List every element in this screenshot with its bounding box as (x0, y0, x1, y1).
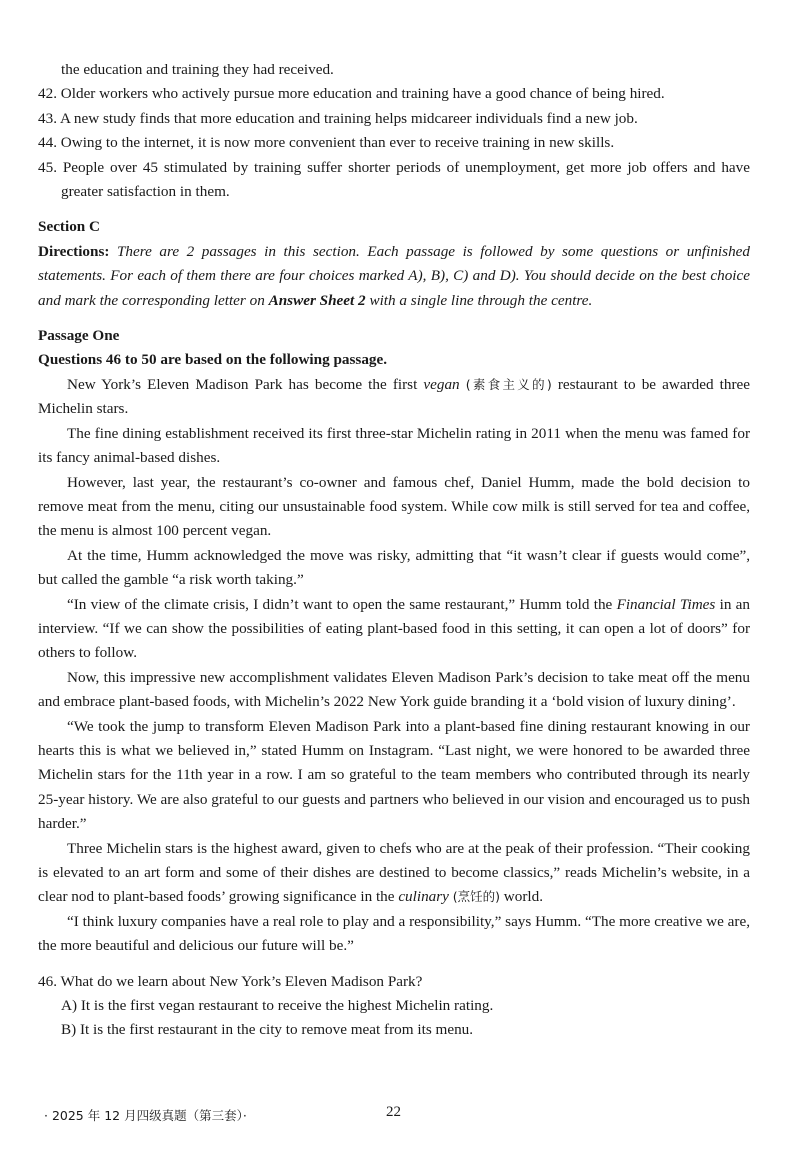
page-body (38, 58, 750, 1043)
term-vegan: vegan (423, 375, 460, 393)
answer-sheet-reference: Answer Sheet 2 (268, 291, 366, 309)
passage-paragraph-8: Three Michelin stars is the highest award, given to chefs who are at the peak of their profession. “Their cooking is elevated to an art form and some of their dishes are destined to become classics,” reads Michelin’s website, in a clear nod to plant-based foods’ growing significance in the culinary (烹饪的) world. (38, 839, 750, 906)
footer-label: · 2025 年 12 月四级真题（第三套）· (44, 1108, 247, 1123)
statement-45: 45. People over 45 stimulated by training suffer shorter periods of unemployment, get more job offers and have greater satisfaction in them. (38, 158, 750, 201)
publication-name: Financial Times (616, 595, 716, 613)
passage-paragraph-7: “We took the jump to transform Eleven Madison Park into a plant-based fine dining restaurant knowing in our hearts this is what we believed in,” stated Humm on Instagram. “Last night, we were honored to be awarded three Michelin stars for the 11th year in a row. I am so grateful to the team members who contributed through its nearly 25-year history. We are also grateful to our guests and partners who believed in our vision and encouraged us to push harder.” (38, 717, 750, 833)
page-number: 22 (386, 1104, 401, 1120)
directions-label: Directions: (38, 242, 110, 260)
passage-paragraph-2: The fine dining establishment received its first three-star Michelin rating in 2011 when the menu was famed for its fancy animal-based dishes. (38, 424, 750, 467)
passage-paragraph-9: “I think luxury companies have a real role to play and a responsibility,” says Humm. “The more creative we are, the more beautiful and delicious our future will be.” (38, 912, 750, 955)
section-directions: Directions: There are 2 passages in this section. Each passage is followed by some questions or unfinished statements. For each of them there are four choices marked A), B), C) and D). You should decide on the best choice and mark the corresponding letter on Answer Sheet 2 with a single line through the centre. (38, 242, 750, 309)
passage-paragraph-6: Now, this impressive new accomplishment validates Eleven Madison Park’s decision to take meat off the menu and embrace plant-based foods, with Michelin’s 2022 New York guide branding it a ‘bold vision of luxury dining’. (38, 668, 750, 711)
statement-44: 44. Owing to the internet, it is now more convenient than ever to receive training in new skills. (38, 134, 615, 152)
passage-title: Passage One (38, 327, 120, 345)
question-46-stem: 46. What do we learn about New York’s Eleven Madison Park? (38, 972, 423, 990)
statement-43: 43. A new study finds that more education and training helps midcareer individuals find a new job. (38, 109, 638, 127)
gloss-vegan: (素食主义的) (465, 376, 552, 392)
passage-subtitle: Questions 46 to 50 are based on the following passage. (38, 351, 388, 369)
question-46-option-b[interactable]: B) It is the first restaurant in the city to remove meat from its menu. (61, 1021, 474, 1039)
statement-42: 42. Older workers who actively pursue more education and training have a good chance of being hired. (38, 85, 665, 103)
gloss-culinary: (烹饪的) (452, 889, 500, 905)
term-culinary: culinary (398, 888, 449, 906)
section-title: Section C (38, 218, 101, 236)
previous-item-continuation: the education and training they had received. (61, 61, 334, 78)
question-46-option-a[interactable]: A) It is the first vegan restaurant to receive the highest Michelin rating. (61, 997, 494, 1015)
passage-paragraph-5: “In view of the climate crisis, I didn’t want to open the same restaurant,” Humm told the Financial Times in an interview. “If we can show the possibilities of eating plant-based food in this setting, it can open a lot of doors” for others to follow. (38, 595, 751, 662)
passage-paragraph-1: New York’s Eleven Madison Park has become the first vegan (素食主义的) restaurant to be awarded three Michelin stars. (38, 375, 751, 418)
passage-paragraph-3: However, last year, the restaurant’s co-owner and famous chef, Daniel Humm, made the bold decision to remove meat from the menu, citing our unsustainable food system. While cow milk is still served for tea and coffee, the menu is almost 100 percent vegan. (38, 473, 750, 540)
passage-paragraph-4: At the time, Humm acknowledged the move was risky, admitting that “it wasn’t clear if guests would come”, but called the gamble “a risk worth taking.” (38, 546, 750, 589)
